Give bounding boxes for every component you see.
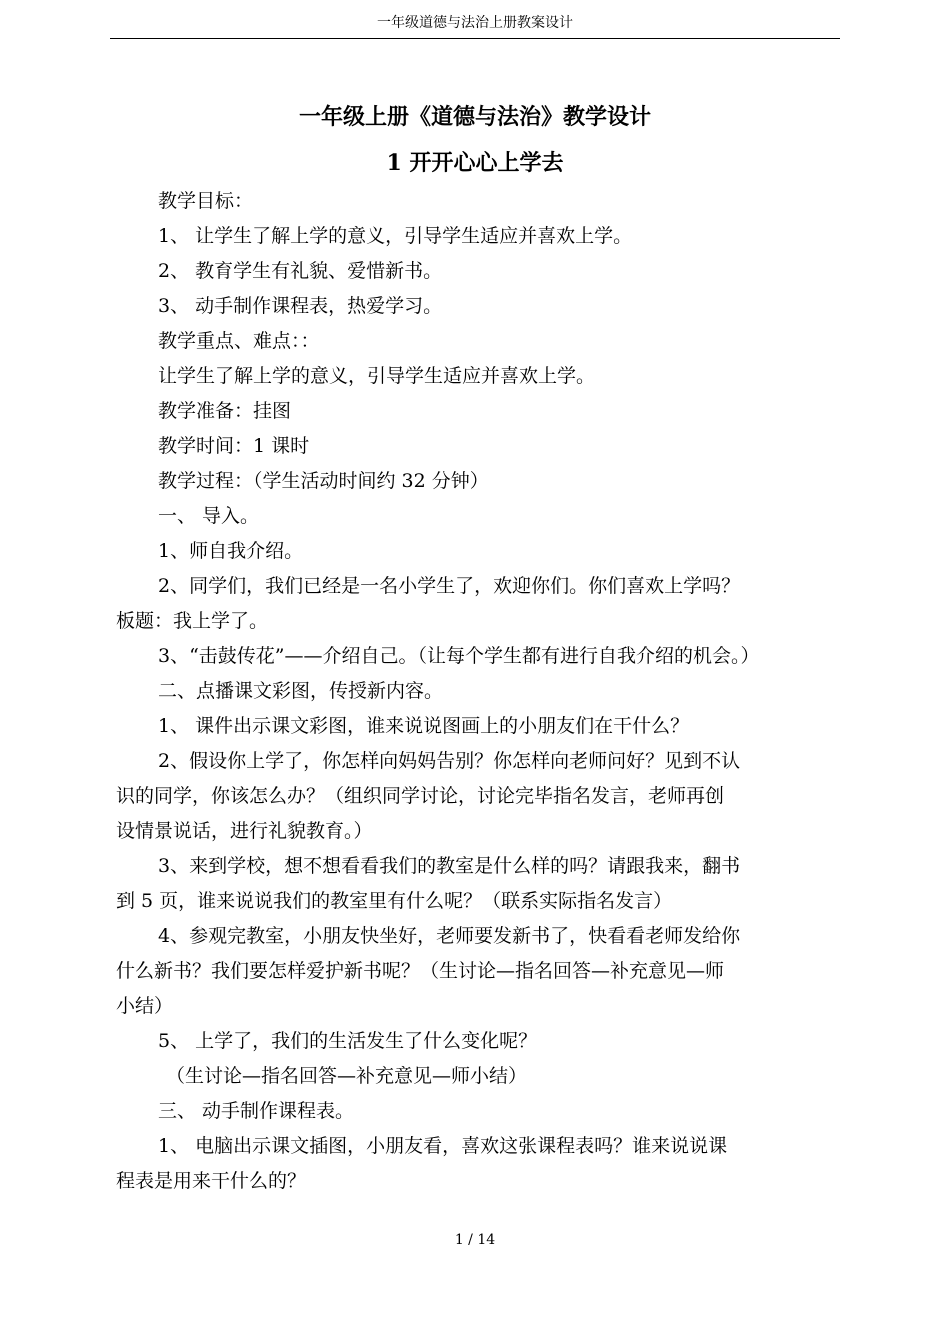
- paragraph-continuation: 到 5 页，谁来说说我们的教室里有什么呢？（联系实际指名发言）: [116, 890, 673, 912]
- paragraph: 4、参观完教室，小朋友快坐好，老师要发新书了，快看看老师发给你: [158, 925, 741, 947]
- paragraph: 教学重点、难点：：: [158, 330, 320, 352]
- document-title: 一年级上册《道德与法治》教学设计: [298, 104, 651, 130]
- document-body: [116, 184, 846, 1199]
- paragraph: 教学准备：挂图: [158, 400, 292, 422]
- paragraph: 1、师自我介绍。: [158, 540, 304, 562]
- paragraph: 教学时间：1 课时: [158, 435, 310, 457]
- paragraph: 二、点播课文彩图，传授新内容。: [158, 680, 444, 702]
- page-number: 1 / 14: [454, 1232, 496, 1248]
- paragraph: 教学过程：（学生活动时间约 32 分钟）: [158, 470, 489, 492]
- paragraph: 3、 动手制作课程表，热爱学习。: [158, 295, 443, 317]
- paragraph-continuation: 小结）: [116, 995, 174, 1017]
- paragraph: 让学生了解上学的意义，引导学生适应并喜欢上学。: [158, 365, 596, 387]
- lesson-title: 1 开开心心上学去: [386, 150, 564, 176]
- paragraph: 三、 动手制作课程表。: [158, 1100, 355, 1122]
- paragraph-continuation: 程表是用来干什么的？: [116, 1170, 307, 1192]
- paragraph: 1、 电脑出示课文插图，小朋友看，喜欢这张课程表吗？谁来说说课: [158, 1135, 728, 1157]
- paragraph-continuation: 设情景说话，进行礼貌教育。）: [116, 820, 373, 842]
- paragraph: 3、“击鼓传花”——介绍自己。（让每个学生都有进行自我介绍的机会。）: [158, 645, 760, 667]
- running-header: 一年级道德与法治上册教案设计: [110, 12, 840, 39]
- paragraph: 2、同学们，我们已经是一名小学生了，欢迎你们。你们喜欢上学吗？: [158, 575, 741, 597]
- paragraph: 1、 让学生了解上学的意义，引导学生适应并喜欢上学。: [158, 225, 633, 247]
- paragraph-continuation: 什么新书？我们要怎样爱护新书呢？（生讨论—指名回答—补充意见—师: [116, 960, 725, 982]
- paragraph: 3、来到学校，想不想看看我们的教室是什么样的吗？请跟我来，翻书: [158, 855, 741, 877]
- paragraph: 5、 上学了，我们的生活发生了什么变化呢？: [158, 1030, 538, 1052]
- paragraph: 2、假设你上学了，你怎样向妈妈告别？你怎样向老师问好？见到不认: [158, 750, 741, 772]
- paragraph-continuation: 板题：我上学了。: [116, 610, 269, 632]
- paragraph-continuation: 识的同学，你该怎么办？（组织同学讨论，讨论完毕指名发言，老师再创: [116, 785, 725, 807]
- paragraph: 教学目标：: [158, 190, 254, 212]
- paragraph: 2、 教育学生有礼貌、爱惜新书。: [158, 260, 443, 282]
- paragraph: （生讨论—指名回答—补充意见—师小结）: [166, 1065, 528, 1087]
- paragraph: 一、 导入。: [158, 505, 260, 527]
- paragraph: 1、 课件出示课文彩图，谁来说说图画上的小朋友们在干什么？: [158, 715, 690, 737]
